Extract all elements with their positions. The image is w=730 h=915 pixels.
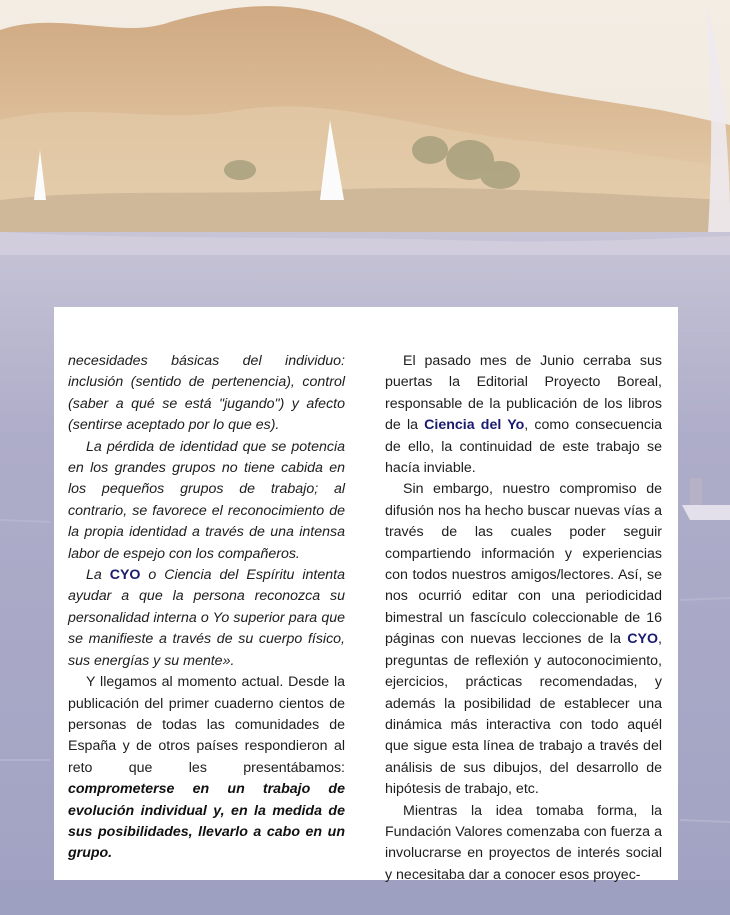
right-paragraph-2-start: Sin embargo, nuestro compromiso de difusión nos ha hecho buscar nuevas vías a través de las cuales poder seguir compartiendo información y experiencias con todos nuestros amigos/lectores. Así, se nos ocurrió editar con una periodicidad bimestral un fascículo coleccionable de 16 páginas con nuevas lecciones de la [385, 481, 662, 648]
left-column [68, 351, 345, 865]
left-paragraph-3 [68, 565, 345, 672]
right-paragraph-1-start: El pasado mes de Junio cerraba sus puertas la Editorial Proyecto Boreal, responsable de la publicación de los libros de la [385, 353, 662, 434]
right-column [385, 351, 662, 886]
cyo-keyword: CYO [109, 567, 141, 584]
right-paragraph-1-end: , como consecuencia de ello, la continuidad de este trabajo se hacía inviable. [385, 417, 663, 477]
right-paragraph-3: Mientras la idea tomaba forma, la Fundación Valores comenzaba con fuerza a involucrarse en proyectos de interés social y necesitaba dar a conocer esos proyec- [385, 802, 662, 883]
right-paragraph-2-end: , preguntas de reflexión y autoconocimiento, ejercicios, prácticas recomendadas, y además la posibilidad de establecer una dinámica más interactiva con todo aquél que sigue esta línea de trabajo a través del análisis de sus dibujos, del desarrollo de hipótesis de trabajo, etc. [385, 631, 662, 798]
left-paragraph-1: necesidades básicas del individuo: inclusión (sentido de pertenencia), control (saber a qué se está "jugando") y afecto (sentirse aceptado por lo que es). [68, 353, 345, 434]
right-paragraph-2 [385, 479, 662, 800]
cyo-keyword-2: CYO [627, 631, 659, 648]
left-paragraph-3-end: o Ciencia del Espíritu intenta ayudar a que la persona reconozca su personalidad interna o Yo superior para que se manifieste a través de su cuerpo físico, sus energías y su mente». [68, 567, 345, 669]
left-paragraph-4-text: Y llegamos al momento actual. Desde la publicación del primer cuaderno cientos de personas de todas las comunidades de España y de otros países respondieron al reto que les presentábamos: [68, 674, 345, 776]
left-paragraph-4 [68, 672, 345, 865]
right-paragraph-1 [385, 351, 662, 479]
emphasized-statement: comprometerse en un trabajo de evolución individual y, en la medida de sus posibilidades, llevarlo a cabo en un grupo. [68, 781, 345, 862]
text-panel [54, 307, 678, 883]
ciencia-del-yo-keyword: Ciencia del Yo [424, 417, 525, 434]
left-paragraph-2: La pérdida de identidad que se potencia en los grandes grupos no tiene cabida en los pequeños grupos de trabajo; al contrario, se favorece el reconocimiento de la propia identidad a través de una intensa labor de espejo con los compañeros. [68, 438, 345, 562]
left-paragraph-3-start: La [86, 567, 110, 584]
